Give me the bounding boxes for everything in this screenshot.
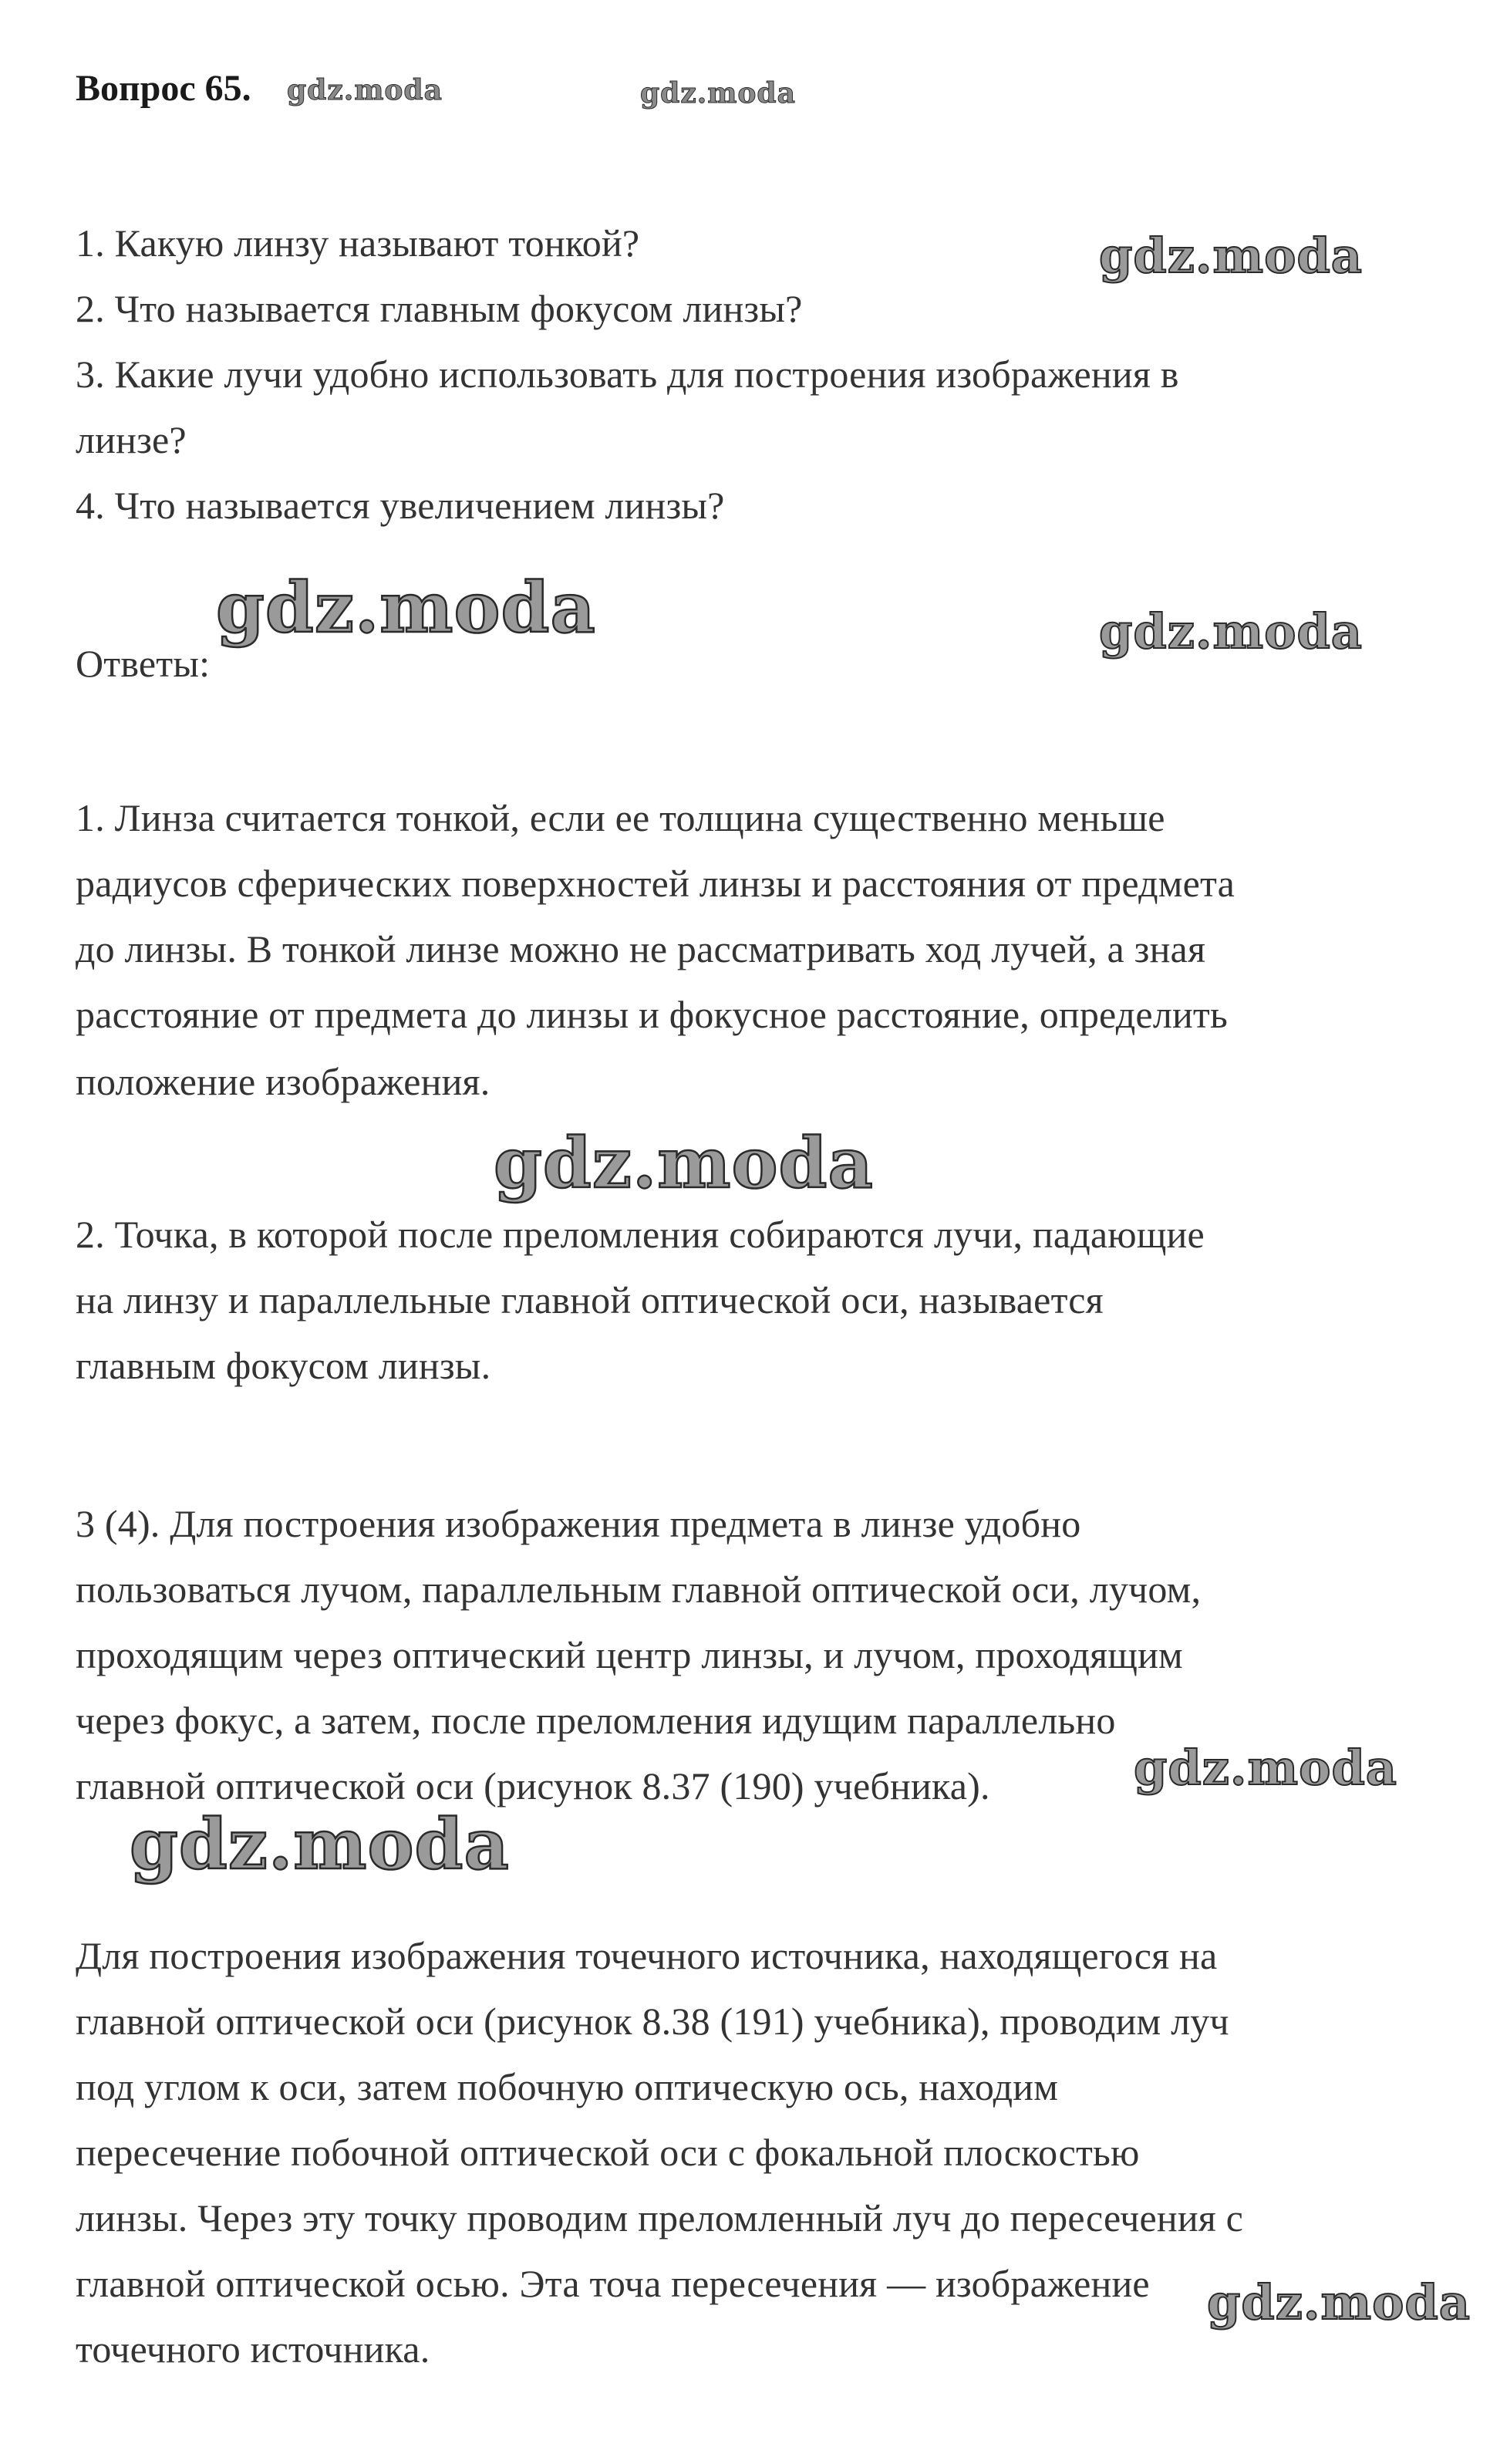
answer3-line: пользоваться лучом, параллельным главной оптической оси, лучом, bbox=[76, 1568, 1202, 1611]
answer1-line: радиусов сферических поверхностей линзы и расстояния от предмета bbox=[76, 862, 1235, 905]
answer3-line: проходящим через оптический центр линзы, и лучом, проходящим bbox=[76, 1633, 1183, 1676]
watermark: gdz.moda bbox=[1207, 2274, 1471, 2331]
answer3b-line: линзы. Через эту точку проводим преломленный луч до пересечения с bbox=[76, 2196, 1244, 2240]
answer3-line: 3 (4). Для построения изображения предмета в линзе удобно bbox=[76, 1502, 1081, 1545]
question-line: 3. Какие лучи удобно использовать для построения изображения в bbox=[76, 353, 1179, 396]
answer3b-line: под углом к оси, затем побочную оптическую ось, находим bbox=[76, 2065, 1059, 2108]
question-line: линзе? bbox=[76, 418, 187, 461]
watermark: gdz.moda bbox=[1099, 603, 1363, 660]
question-line: 2. Что называется главным фокусом линзы? bbox=[76, 287, 803, 330]
answer1-line: положение изображения. bbox=[76, 1060, 490, 1103]
answer3b-line: главной оптической оси (рисунок 8.38 (191) учебника), проводим луч bbox=[76, 2000, 1229, 2043]
watermark: gdz.moda bbox=[216, 567, 596, 649]
answer3b-line: пересечение побочной оптической оси с фокальной плоскостью bbox=[76, 2131, 1140, 2174]
answer3-line: главной оптической оси (рисунок 8.37 (190) учебника). bbox=[76, 1764, 990, 1807]
watermark: gdz.moda bbox=[1099, 228, 1363, 284]
answers-label: Ответы: bbox=[76, 642, 211, 685]
page-title: Вопрос 65. bbox=[76, 68, 251, 109]
answer1-line: расстояние от предмета до линзы и фокусное расстояние, определить bbox=[76, 993, 1228, 1036]
question-line: 1. Какую линзу называют тонкой? bbox=[76, 221, 640, 265]
watermark: gdz.moda bbox=[640, 77, 796, 110]
answer2-line: главным фокусом линзы. bbox=[76, 1344, 491, 1387]
watermark: gdz.moda bbox=[130, 1804, 510, 1885]
answer2-line: на линзу и параллельные главной оптической оси, называется bbox=[76, 1278, 1104, 1321]
answer1-line: 1. Линза считается тонкой, если ее толщина существенно меньше bbox=[76, 796, 1165, 839]
answer3b-line: главной оптической осью. Эта точа пересечения — изображение bbox=[76, 2262, 1150, 2305]
watermark: gdz.moda bbox=[287, 74, 443, 106]
question-line: 4. Что называется увеличением линзы? bbox=[76, 484, 725, 527]
answer2-line: 2. Точка, в которой после преломления собираются лучи, падающие bbox=[76, 1213, 1205, 1256]
watermark: gdz.moda bbox=[494, 1122, 874, 1204]
watermark: gdz.moda bbox=[1134, 1740, 1397, 1796]
answer1-line: до линзы. В тонкой линзе можно не рассматривать ход лучей, а зная bbox=[76, 927, 1206, 970]
answer3b-line: Для построения изображения точечного источника, находящегося на bbox=[76, 1934, 1218, 1977]
answer3b-line: точечного источника. bbox=[76, 2327, 430, 2371]
answer3-line: через фокус, а затем, после преломления идущим параллельно bbox=[76, 1699, 1116, 1742]
